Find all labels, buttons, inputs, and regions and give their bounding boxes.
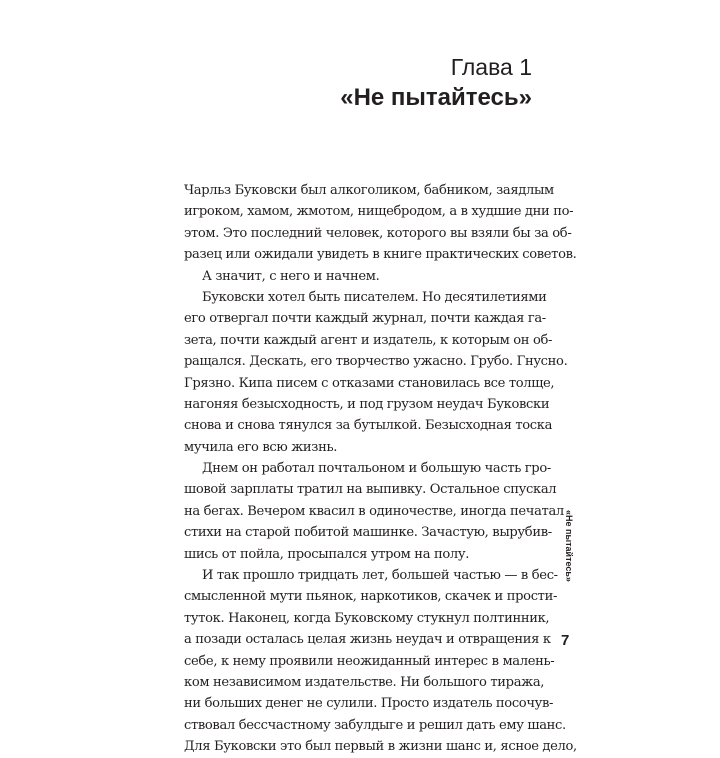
text-line: шовой зарплаты тратил на выпивку. Остальное спускал	[184, 482, 557, 498]
text-line: зета, почти каждый агент и издатель, к которым он об-	[184, 332, 553, 348]
text-line: игроком, хамом, жмотом, нищебродом, а в худшие дни по-	[184, 204, 574, 220]
text-line: ствовал бессчастному забулдыге и решил дать ему шанс.	[184, 717, 566, 733]
text-line: его отвергал почти каждый журнал, почти каждая га-	[184, 311, 546, 327]
text-line: Для Буковски это был первый в жизни шанс и, ясное дело,	[184, 739, 577, 755]
page-number: 7	[561, 632, 570, 649]
chapter-title: «Не пытайтесь»	[340, 84, 532, 111]
text-line: ни больших денег не сулили. Просто издатель посочув-	[184, 696, 554, 712]
text-line: ращался. Дескать, его творчество ужасно. Грубо. Гнусно.	[184, 354, 568, 370]
text-line: смысленной мути пьянок, наркотиков, скачек и прости-	[184, 589, 558, 605]
text-line: а позади осталась целая жизнь неудач и отвращения к	[184, 632, 551, 648]
text-line: туток. Наконец, когда Буковскому стукнул полтинник,	[184, 610, 550, 626]
text-line: И так прошло тридцать лет, большей частью — в бес-	[202, 568, 558, 584]
text-line: мучила его всю жизнь.	[184, 439, 338, 455]
text-line: на бегах. Вечером квасил в одиночестве, иногда печатал	[184, 503, 564, 519]
text-line: разец или ожидали увидеть в книге практических советов.	[184, 247, 577, 263]
text-line: шись от пойла, просыпался утром на полу.	[184, 546, 470, 562]
text-line: стихи на старой побитой машинке. Зачастую, вырубив-	[184, 525, 552, 541]
text-line: Грязно. Кипа писем с отказами становилась все толще,	[184, 375, 555, 391]
text-line: А значит, с него и начнем.	[202, 268, 380, 284]
chapter-number: Глава 1	[450, 54, 532, 80]
text-line: Днем он работал почтальоном и большую часть гро-	[202, 461, 551, 477]
text-line: себе, к нему проявили неожиданный интерес в малень-	[184, 653, 555, 669]
text-line: снова и снова тянулся за бутылкой. Безысходная тоска	[184, 418, 553, 434]
text-line: этом. Это последний человек, которого вы взяли бы за об-	[184, 225, 572, 241]
text-line: Чарльз Буковски был алкоголиком, бабником, заядлым	[184, 183, 554, 198]
running-head: «Не пытайтесь»	[564, 510, 574, 582]
text-line: ком независимом издательстве. Ни большого тиража,	[184, 674, 545, 690]
text-line: нагоняя безысходность, и под грузом неудач Буковски	[184, 396, 550, 412]
text-line: Буковски хотел быть писателем. Но десятилетиями	[202, 289, 547, 305]
